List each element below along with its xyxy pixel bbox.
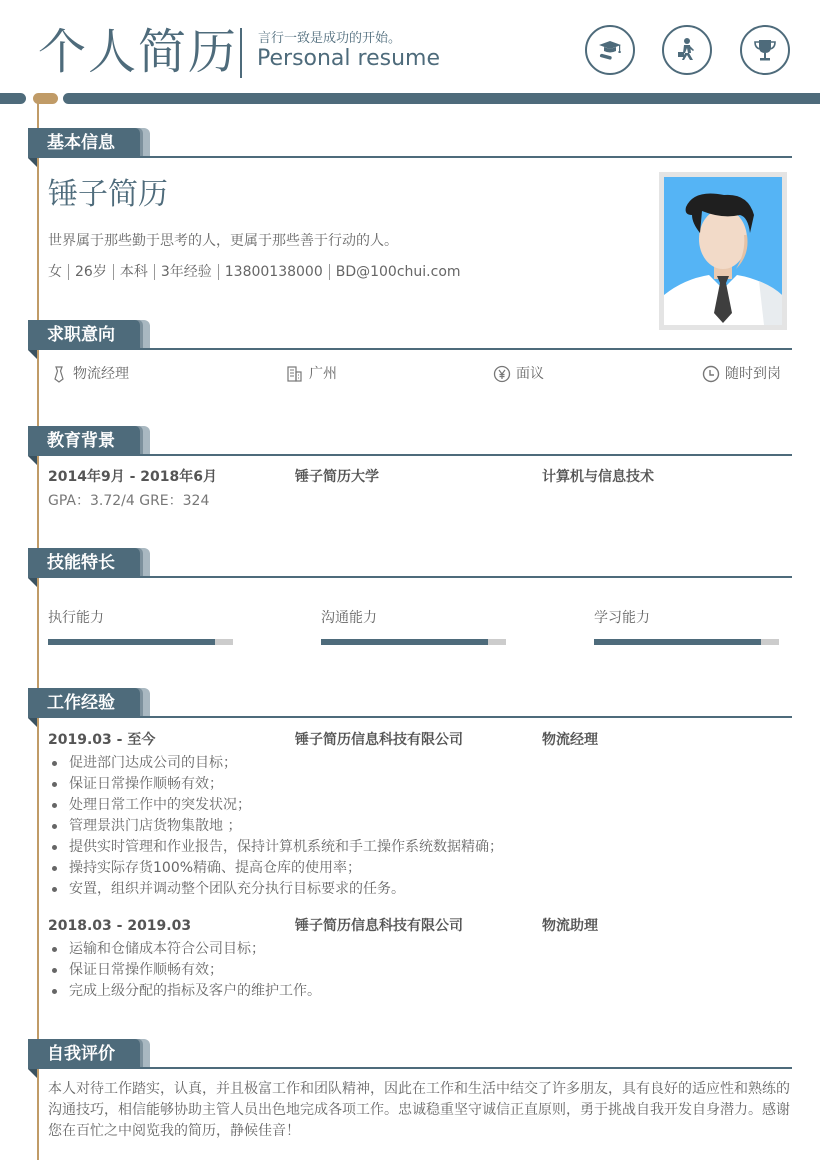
section-self-evaluation [28,1039,792,1069]
email: BD@100chui.com [335,264,461,280]
section-title: 工作经验 [28,688,140,718]
section-title: 自我评价 [28,1039,140,1069]
list-item: 保证日常操作顺畅有效； [48,774,503,795]
edu-major: 计算机与信息技术 [542,469,654,485]
list-item: 处理日常工作中的突发状况； [48,795,503,816]
job-duties [48,939,321,1002]
clock-icon [702,365,720,383]
header-bar-left [0,93,26,104]
job-position: 物流经理 [542,732,598,748]
avatar [659,172,787,330]
list-item: 运输和仓储成本符合公司目标； [48,939,321,960]
section-title: 求职意向 [28,320,140,350]
header-bar-main [63,93,820,104]
resume-subtitle: Personal resume [257,46,440,71]
job-duties [48,753,503,900]
skill-bar [321,639,506,645]
candidate-motto: 世界属于那些勤于思考的人，更属于那些善于行动的人。 [48,233,398,249]
edu-scores: GPA：3.72/4 GRE：324 [48,493,210,509]
intent-availability: 随时到岗 [702,365,781,383]
yen-icon [493,365,511,383]
edu-period: 2014年9月 - 2018年6月 [48,469,217,485]
gender: 女 [48,264,62,280]
job-company: 锤子简历信息科技有限公司 [295,732,463,748]
job-period: 2019.03 - 至今 [48,732,156,748]
building-icon [286,365,304,383]
section-title: 基本信息 [28,128,140,158]
section-basic-info [28,128,792,158]
phone: 13800138000 [224,264,323,280]
edu-school: 锤子简历大学 [295,469,379,485]
graduation-cap-icon [585,25,635,75]
job-period: 2018.03 - 2019.03 [48,918,192,934]
title-divider [240,28,242,78]
intent-position: 物流经理 [50,365,129,383]
businessman-running-icon [662,25,712,75]
section-title: 教育背景 [28,426,140,456]
skill-label: 执行能力 [48,610,104,626]
skill-bar [48,639,233,645]
section-job-intention [28,320,792,350]
intent-salary: 面议 [493,365,544,383]
trophy-icon [740,25,790,75]
intent-city: 广州 [286,365,337,383]
list-item: 管理景洪门店货物集散地 ； [48,816,503,837]
list-item: 保证日常操作顺畅有效； [48,960,321,981]
skill-bar [594,639,779,645]
resume-title: 个人简历 [38,24,239,80]
candidate-meta [48,263,461,281]
section-title: 技能特长 [28,548,140,578]
tie-icon [50,365,68,383]
list-item: 完成上级分配的指标及客户的维护工作。 [48,981,321,1002]
list-item: 操持实际存货100%精确、提高仓库的使用率； [48,858,503,879]
section-work [28,688,792,718]
skill-label: 沟通能力 [321,610,377,626]
list-item: 促进部门达成公司的目标； [48,753,503,774]
experience: 3年经验 [160,264,212,280]
age: 26岁 [75,264,107,280]
resume-slogan: 言行一致是成功的开始。 [258,31,402,46]
self-evaluation-text: 本人对待工作踏实，认真，并且极富工作和团队精神，因此在工作和生活中结交了许多朋友，具有良好的适应性和熟练的沟通技巧，相信能够协助主管人员出色地完成各项工作。忠诚稳重坚守诚信正直原则，勇于挑战自我开发自身潜力。感谢您在百忙之中阅览我的简历，静候佳音！ [48,1081,790,1139]
candidate-name: 锤子简历 [48,177,168,212]
list-item: 安置，组织并调动整个团队充分执行目标要求的任务。 [48,879,503,900]
timeline-line [37,100,39,1160]
skill-label: 学习能力 [594,610,650,626]
degree: 本科 [119,264,148,280]
section-skills [28,548,792,578]
job-position: 物流助理 [542,918,598,934]
job-company: 锤子简历信息科技有限公司 [295,918,463,934]
section-education [28,426,792,456]
list-item: 提供实时管理和作业报告，保持计算机系统和手工操作系统数据精确； [48,837,503,858]
